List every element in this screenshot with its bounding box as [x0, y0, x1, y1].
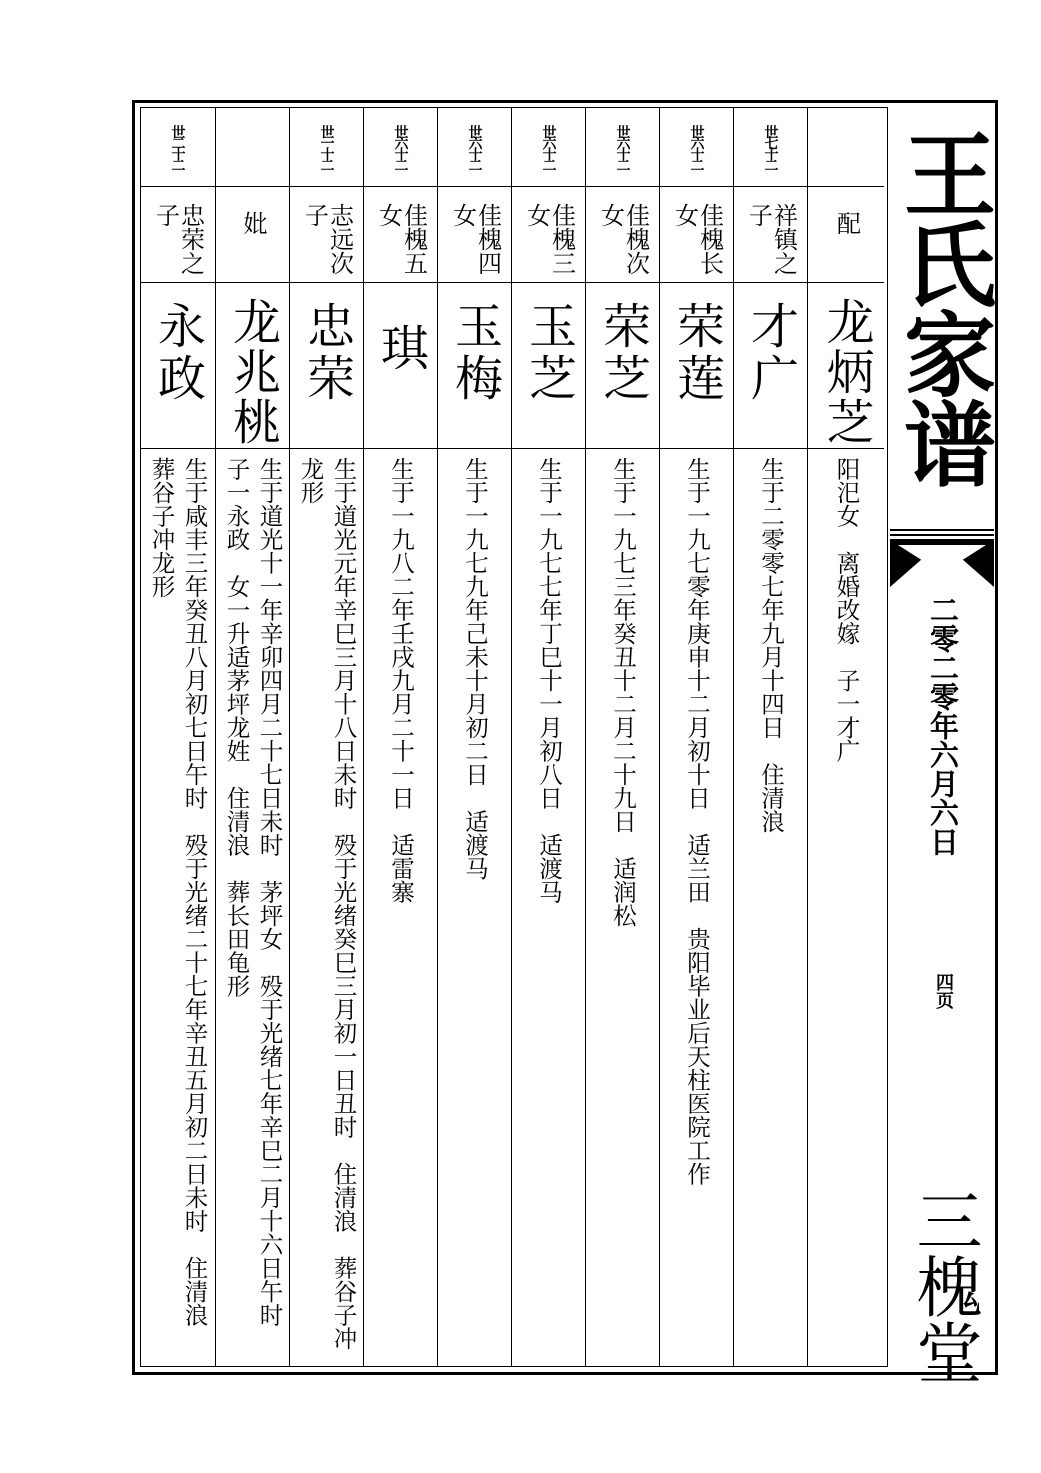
entry-column	[734, 107, 808, 1367]
person-record: 生于道光十一年辛卯四月二十七日未时 茅坪女 殁于光绪七年辛巳二月十六日午时 子一永政 女一升适茅坪龙姓 住清浪 葬长田龟形	[222, 457, 284, 1350]
person-record: 生于一九七七年丁巳十一月初八日 适渡马	[535, 457, 563, 904]
relation-label: 佳槐五女	[374, 203, 428, 275]
person-name: 玉芝	[520, 301, 577, 405]
entry-column	[290, 107, 364, 1367]
entry-column	[438, 107, 512, 1367]
person-name: 龙兆桃	[224, 297, 281, 447]
person-name: 琪	[372, 323, 429, 375]
relation-label: 佳槐四女	[448, 203, 502, 275]
generation-label: 世六十二	[688, 124, 705, 169]
person-name: 荣芝	[594, 301, 651, 405]
person-record: 生于一九七零年庚申十二月初十日 适兰田 贵阳毕业后天柱医院工作	[683, 457, 711, 1186]
person-name: 荣莲	[668, 301, 725, 405]
person-name: 永政	[149, 301, 206, 405]
person-record: 阳汜女 离婚改嫁 子一才广	[832, 457, 861, 763]
book-title: 王氏家谱	[889, 127, 997, 487]
entry-column	[660, 107, 734, 1367]
entry-column	[808, 107, 884, 1367]
entry-column	[364, 107, 438, 1367]
genealogy-table	[140, 107, 888, 1367]
page-number: 四页	[933, 973, 954, 1009]
person-record: 生于一九七九年己未十月初二日 适渡马	[461, 457, 489, 880]
title-strip	[888, 107, 998, 1385]
generation-label: 世七十二	[762, 124, 779, 169]
relation-label: 佳槐长女	[670, 203, 724, 275]
relation-label: 佳槐次女	[596, 203, 650, 275]
entry-column	[140, 107, 216, 1367]
person-record: 生于咸丰三年癸丑八月初七日午时 殁于光绪二十七年辛丑五月初二日未时 住清浪 葬谷子冲龙形	[147, 457, 209, 1350]
person-record: 生于二零零七年九月十四日 住清浪	[757, 457, 785, 833]
entry-column	[586, 107, 660, 1367]
relation-label: 妣	[239, 211, 267, 235]
person-name: 龙炳芝	[818, 297, 874, 447]
hall-name: 三槐堂	[905, 1187, 982, 1385]
compile-date: 二零二零年六月六日	[926, 595, 960, 856]
generation-label: 世二十二	[169, 124, 186, 169]
person-record: 生于一九八二年壬戌九月二十一日 适雷寨	[387, 457, 415, 904]
generation-label: 世六十二	[540, 124, 557, 169]
generation-label: 世六十二	[392, 124, 409, 169]
person-name: 忠荣	[298, 301, 355, 405]
entry-column	[216, 107, 290, 1367]
relation-label: 祥镇之子	[744, 203, 798, 275]
person-name: 才广	[742, 301, 799, 405]
person-record: 生于道光元年辛巳三月十八日未时 殁于光绪癸巳三月初一日丑时 住清浪 葬谷子冲龙形	[296, 457, 358, 1350]
relation-label: 忠荣之子	[151, 203, 205, 275]
generation-label: 世一十二	[318, 124, 335, 169]
generation-label: 世六十二	[614, 124, 631, 169]
generation-label: 世六十二	[466, 124, 483, 169]
chevron-band-icon	[888, 523, 998, 587]
person-name: 玉梅	[446, 301, 503, 405]
person-record: 生于一九七三年癸丑十二月二十九日 适润松	[609, 457, 637, 927]
relation-label: 配	[832, 211, 861, 235]
entry-column	[512, 107, 586, 1367]
relation-label: 志远次子	[300, 203, 354, 275]
relation-label: 佳槐三女	[522, 203, 576, 275]
